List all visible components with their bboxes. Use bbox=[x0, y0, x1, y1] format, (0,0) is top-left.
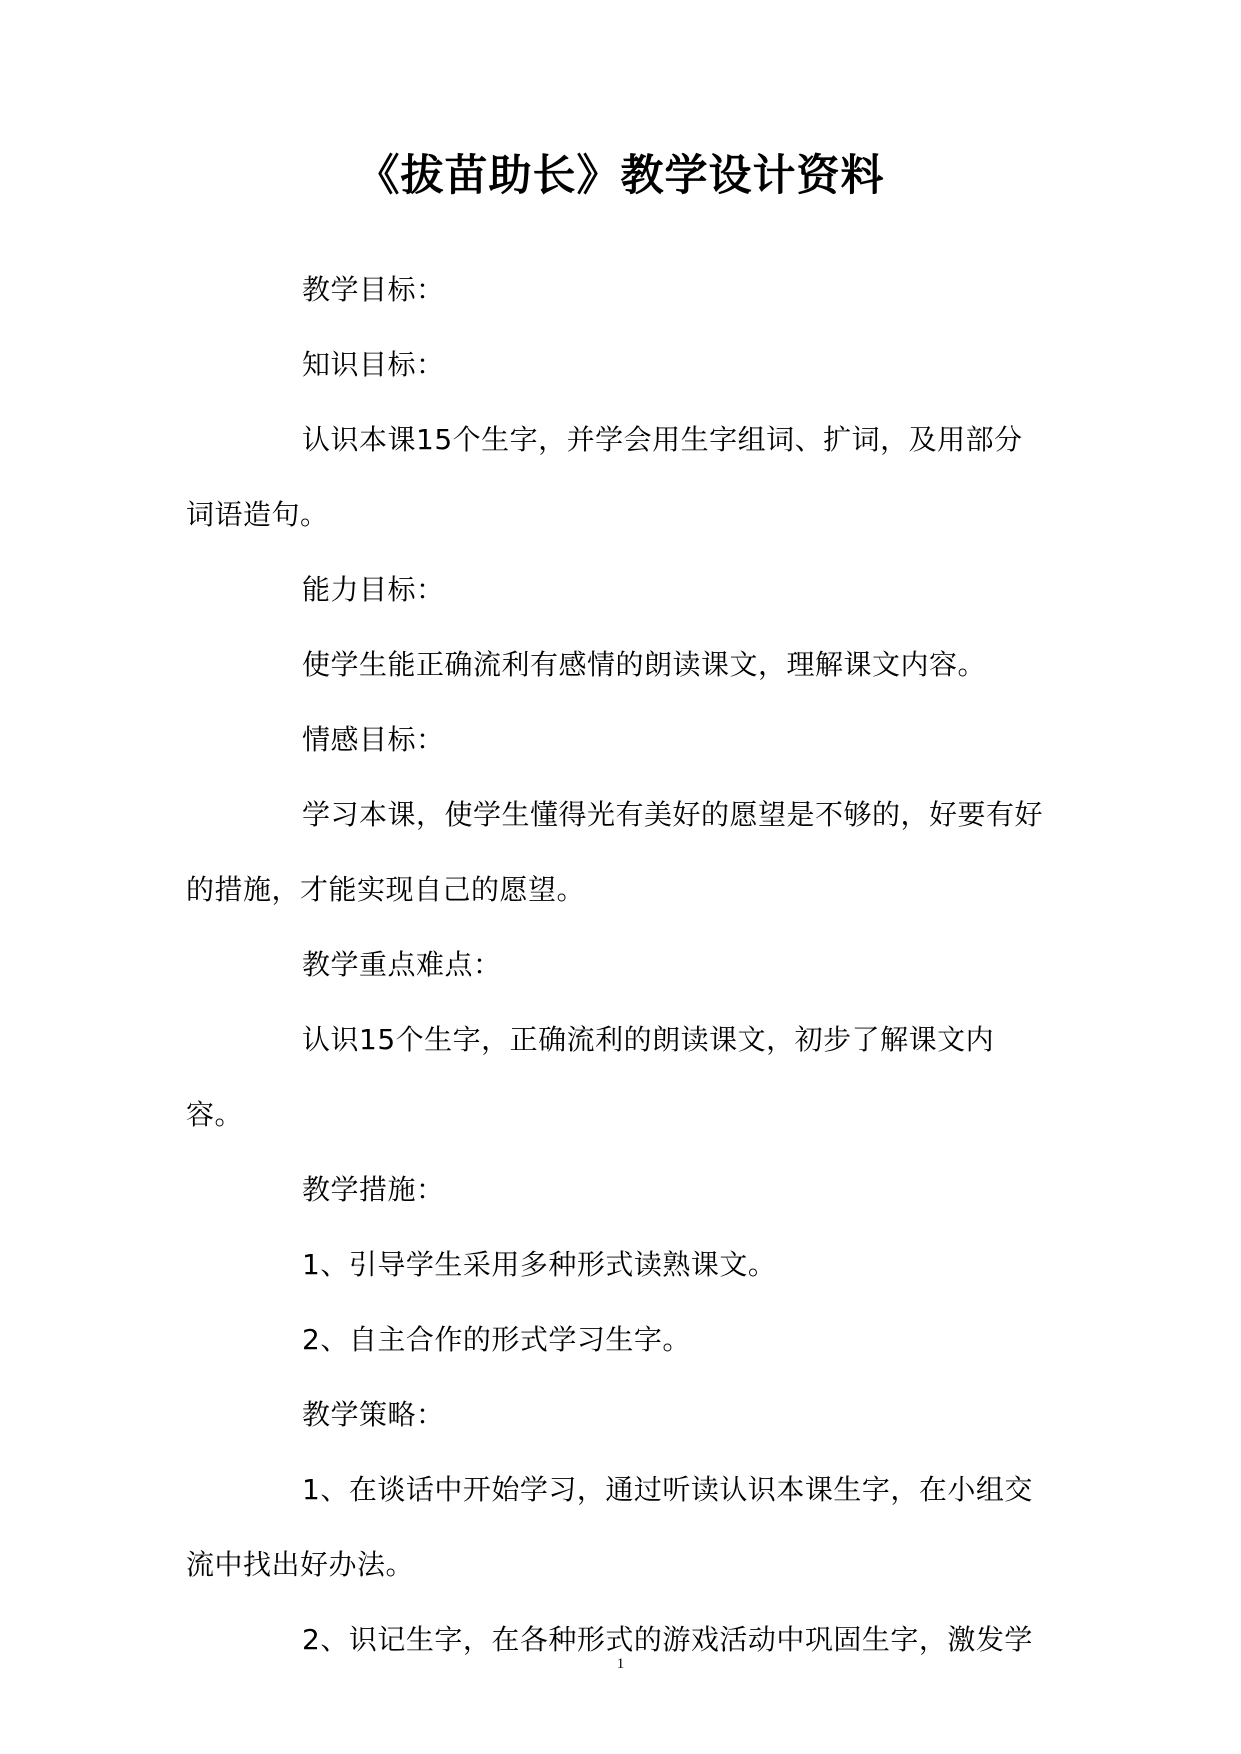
heading-knowledge-goals: 知识目标： bbox=[302, 348, 445, 381]
knowledge-goals-text: 认识本课15个生字，并学会用生字组词、扩词，及用部分词语造句。 bbox=[186, 423, 1023, 531]
heading-teaching-measures: 教学措施： bbox=[302, 1173, 445, 1206]
heading-teaching-goals: 教学目标： bbox=[302, 273, 445, 306]
key-points-text: 认识15个生字，正确流利的朗读课文，初步了解课文内容。 bbox=[186, 1023, 995, 1131]
heading-emotion-goals: 情感目标： bbox=[302, 723, 445, 756]
emotion-goals-text: 学习本课，使学生懂得光有美好的愿望是不够的，好要有好的措施，才能实现自己的愿望。 bbox=[186, 798, 1044, 906]
measure-item-2: 2、自主合作的形式学习生字。 bbox=[302, 1323, 691, 1356]
heading-key-points: 教学重点难点： bbox=[302, 948, 502, 981]
measure-item-1: 1、引导学生采用多种形式读熟课文。 bbox=[302, 1248, 777, 1281]
heading-teaching-strategies: 教学策略： bbox=[302, 1398, 445, 1431]
page-number: 1 bbox=[616, 1656, 625, 1672]
strategy-item-2: 2、识记生字，在各种形式的游戏活动中巩固生字，激发学 bbox=[302, 1623, 1033, 1656]
ability-goals-text: 使学生能正确流利有感情的朗读课文，理解课文内容。 bbox=[302, 648, 987, 681]
document-title: 《拔苗助长》教学设计资料 bbox=[356, 151, 885, 201]
document-body bbox=[186, 252, 1046, 1677]
strategy-item-1: 1、在谈话中开始学习，通过听读认识本课生字，在小组交流中找出好办法。 bbox=[186, 1473, 1033, 1581]
heading-ability-goals: 能力目标： bbox=[302, 573, 445, 606]
